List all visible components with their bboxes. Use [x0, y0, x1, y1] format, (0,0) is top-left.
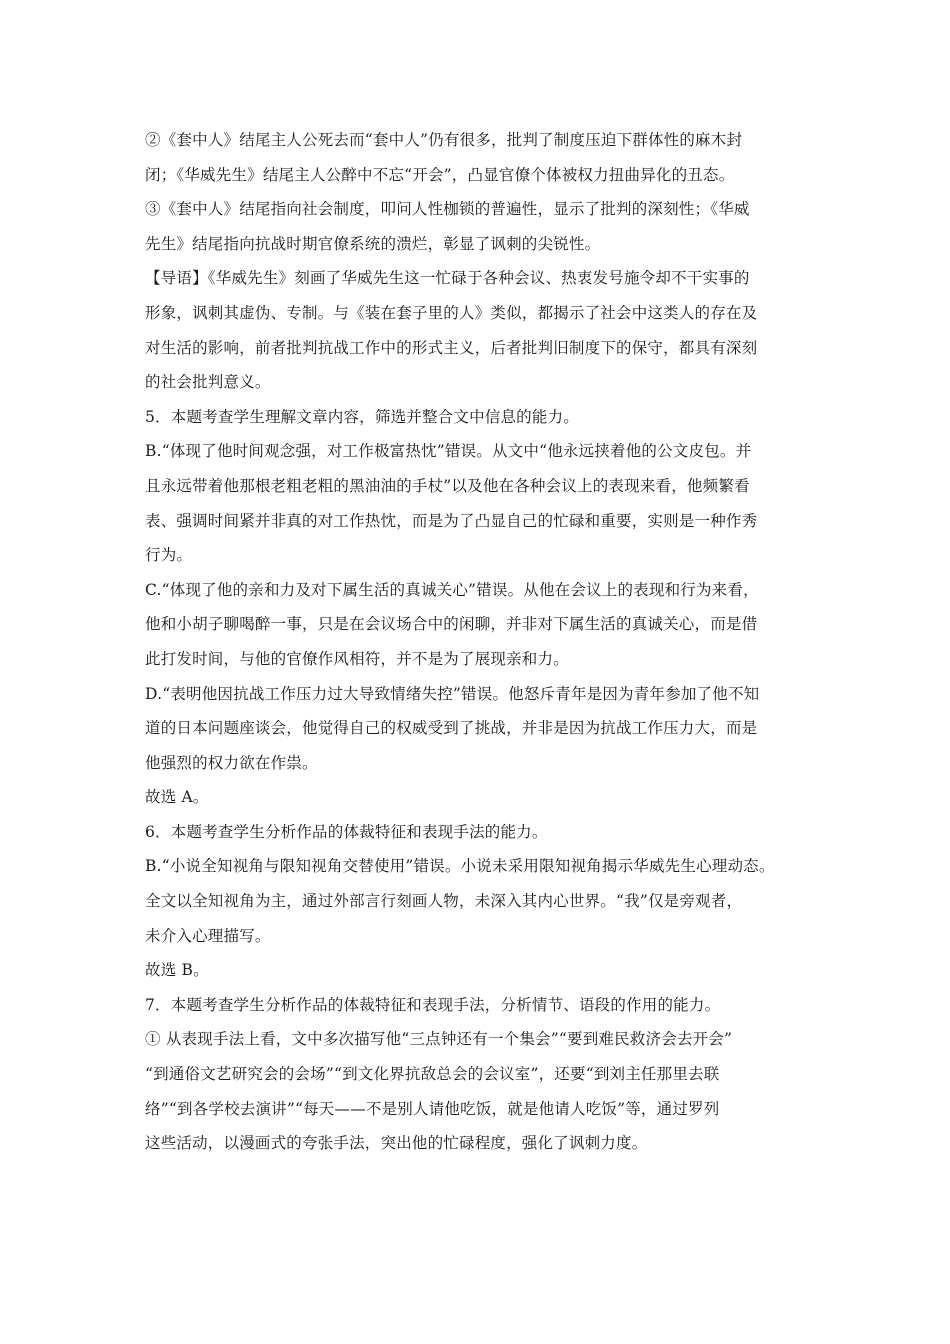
text-line: C.“体现了他的亲和力及对下属生活的真诚关心”错误。从他在会议上的表现和行为来看， [145, 580, 759, 599]
text-line: B.“小说全知视角与限知视角交替使用”错误。小说未采用限知视角揭示华威先生心理动态。 [145, 857, 775, 876]
text-line: 的社会批判意义。 [145, 373, 271, 392]
text-line: 先生》结尾指向抗战时期官僚系统的溃烂，彰显了讽刺的尖锐性。 [145, 234, 601, 253]
text-line: 闭；《华威先生》结尾主人公醉中不忘“开会”，凸显官僚个体被权力扭曲异化的丑态。 [145, 165, 735, 184]
document-page [145, 123, 815, 1161]
text-line: 5．本题考查学生理解文章内容，筛选并整合文中信息的能力。 [145, 407, 579, 426]
text-line: 这些活动，以漫画式的夸张手法，突出他的忙碌程度，强化了讽刺力度。 [145, 1134, 648, 1153]
text-line: 行为。 [145, 546, 193, 565]
text-line: 7．本题考查学生分析作品的体裁特征和表现手法，分析情节、语段的作用的能力。 [145, 995, 721, 1014]
text-line: 且永远带着他那根老粗老粗的黑油油的手杖”以及他在各种会议上的表现来看，他频繁看 [145, 476, 750, 495]
text-line: 他强烈的权力欲在作祟。 [145, 753, 318, 772]
text-line: 表、强调时间紧并非真的对工作热忱，而是为了凸显自己的忙碌和重要，实则是一种作秀 [145, 511, 758, 530]
text-line: 故选 B。 [145, 961, 209, 980]
text-line: D.“表明他因抗战工作压力过大导致情绪失控”错误。他怒斥青年是因为青年参加了他不知 [145, 684, 760, 703]
text-line: 故选 A。 [145, 788, 209, 807]
text-line: “到通俗文艺研究会的会场”“到文化界抗敌总会的会议室”，还要“到刘主任那里去联 [145, 1065, 720, 1084]
text-line: 形象，讽刺其虚伪、专制。与《装在套子里的人》类似，都揭示了社会中这类人的存在及 [145, 303, 758, 322]
text-line: ②《套中人》结尾主人公死去而“套中人”仍有很多，批判了制度压迫下群体性的麻木封 [145, 131, 743, 149]
text-line: 全文以全知视角为主，通过外部言行刻画人物，未深入其内心世界。“我”仅是旁观者， [145, 892, 743, 911]
text-line: ③《套中人》结尾指向社会制度，叩问人性枷锁的普遍性，显示了批判的深刻性；《华威 [145, 200, 750, 219]
text-line: 对生活的影响，前者批判抗战工作中的形式主义，后者批判旧制度下的保守，都具有深刻 [145, 338, 758, 357]
text-line: 道的日本问题座谈会，他觉得自己的权威受到了挑战，并非是因为抗战工作压力大，而是 [145, 719, 758, 738]
text-line: 络”“到各学校去演讲”“每天——不是别人请他吃饭，就是他请人吃饭”等，通过罗列 [145, 1099, 720, 1118]
text-line: 未介入心理描写。 [145, 926, 271, 945]
text-line: 6．本题考查学生分析作品的体裁特征和表现手法的能力。 [145, 822, 548, 841]
text-line: B.“体现了他时间观念强，对工作极富热忱”错误。从文中“他永远挟着他的公文皮包。并 [145, 442, 752, 461]
text-line: 他和小胡子聊喝醉一事，只是在会议场合中的闲聊，并非对下属生活的真诚关心，而是借 [145, 615, 758, 634]
text-line: 【导语】《华威先生》刻画了华威先生这一忙碌于各种会议、热衷发号施令却不干实事的 [145, 269, 750, 288]
text-line: ① 从表现手法上看，文中多次描写他“三点钟还有一个集会”“要到难民救济会去开会” [145, 1030, 733, 1049]
text-line: 此打发时间，与他的官僚作风相符，并不是为了展现亲和力。 [145, 649, 569, 668]
